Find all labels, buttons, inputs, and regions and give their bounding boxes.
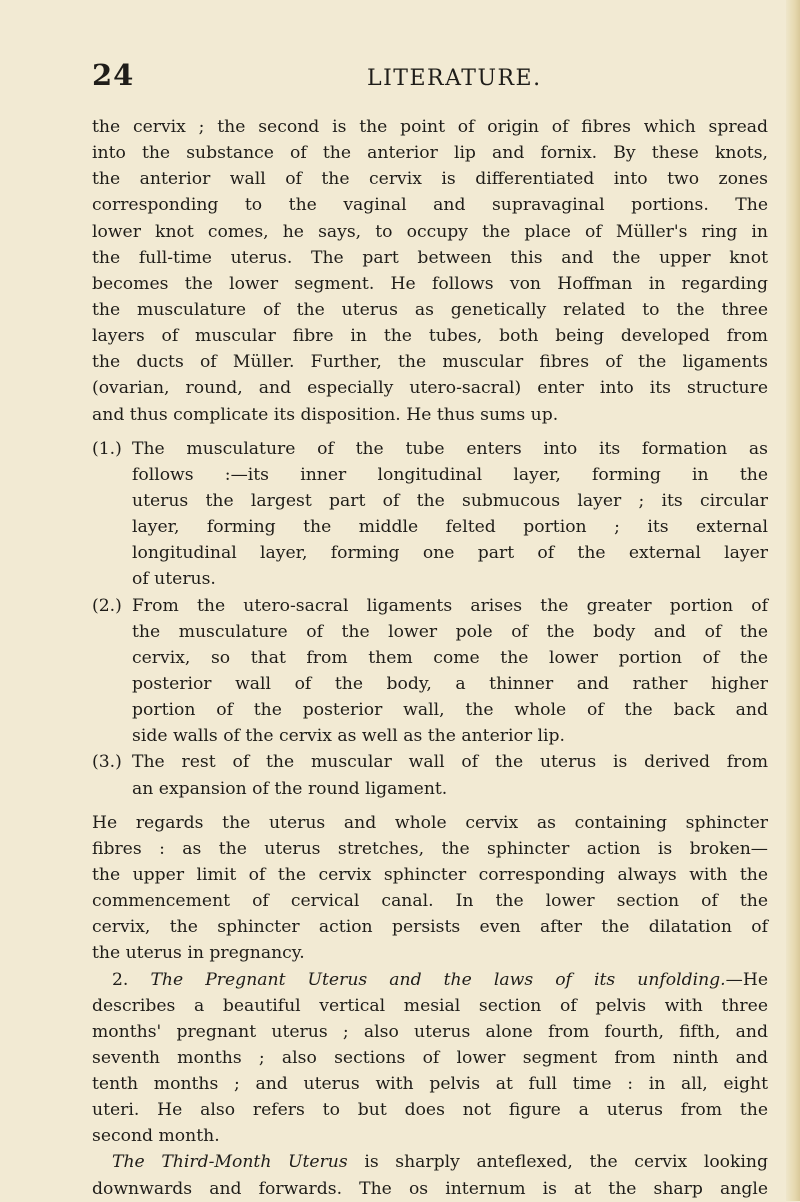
text-line: uterus the largest part of the submucous layer ; its circular (132, 490, 768, 511)
text-line: portion of the posterior wall, the whole of the back and (132, 700, 768, 721)
text-line: downwards and forwards. The os internum is at the sharp angle (92, 1178, 768, 1199)
text-line: tenth months ; and uterus with pelvis at full time : in all, eight (92, 1074, 768, 1095)
text-line: layers of muscular fibre in the tubes, both being developed from (92, 326, 768, 347)
paragraph-3 (92, 967, 768, 1150)
text-line: the full-time uterus. The part between this and the upper knot (92, 247, 768, 268)
page-body (92, 114, 768, 1202)
item-number: (2.) (92, 595, 122, 616)
text-line: the cervix ; the second is the point of origin of fibres which spread (92, 117, 768, 137)
text-line: cervix, the sphincter action persists even after the dilatation of (92, 917, 768, 938)
text-line: the anterior wall of the cervix is differentiated into two zones (92, 169, 768, 190)
item-text: From the utero-sacral ligaments arises the greater portion of (132, 595, 768, 616)
text-line: and thus complicate its disposition. He thus sums up. (92, 404, 559, 425)
running-head: LITERATURE. (367, 66, 542, 91)
text-line: months' pregnant uterus ; also uterus alone from fourth, fifth, and (92, 1021, 768, 1042)
section-number: 2. (112, 969, 129, 990)
text-line: He regards the uterus and whole cervix as containing sphincter (92, 812, 768, 833)
paragraph-2 (92, 810, 768, 967)
text-line: follows :—its inner longitudinal layer, forming in the (132, 464, 768, 485)
page-number: 24 (92, 58, 135, 92)
text-line: fibres : as the uterus stretches, the sphincter action is broken— (92, 838, 768, 859)
text-line: into the substance of the anterior lip and fornix. By these knots, (92, 143, 768, 164)
text-line: (ovarian, round, and especially utero-sacral) enter into its structure (92, 378, 768, 399)
item-number: (3.) (92, 752, 122, 773)
numbered-item-3 (92, 749, 768, 801)
text-line: layer, forming the middle felted portion ; its external (132, 517, 768, 538)
text-line: becomes the lower segment. He follows von Hoffman in regarding (92, 273, 768, 294)
text-line: the musculature of the uterus as genetically related to the three (92, 299, 768, 320)
text-line (92, 1149, 768, 1175)
text-line: the upper limit of the cervix sphincter corresponding always with the (92, 864, 768, 885)
page-edge-shadow (786, 0, 800, 1201)
text-line: commencement of cervical canal. In the lower section of the (92, 891, 768, 912)
text-line: of uterus. (132, 569, 216, 590)
text-line (92, 436, 768, 462)
text-line: seventh months ; also sections of lower segment from ninth and (92, 1047, 768, 1068)
text-line (92, 593, 768, 619)
text-line: the ducts of Müller. Further, the muscular fibres of the ligaments (92, 352, 768, 373)
text-fragment: is sharply anteflexed, the cervix looking (347, 1152, 768, 1173)
item-text: The rest of the muscular wall of the uterus is derived from (132, 752, 768, 773)
paragraph-1 (92, 114, 768, 428)
text-line (92, 967, 768, 993)
section-title: The Third-Month Uterus (112, 1152, 348, 1173)
text-line: lower knot comes, he says, to occupy the place of Müller's ring in (92, 221, 768, 242)
numbered-item-2 (92, 593, 768, 750)
text-line: describes a beautiful vertical mesial section of pelvis with three (92, 995, 768, 1016)
text-line: the musculature of the lower pole of the body and of the (132, 621, 768, 642)
text-line: cervix, so that from them come the lower portion of the (132, 647, 768, 668)
text-line: the uterus in pregnancy. (92, 943, 305, 964)
text-line: corresponding to the vaginal and supravaginal portions. The (92, 195, 768, 216)
text-line: an expansion of the round ligament. (132, 778, 448, 799)
text-line: posterior wall of the body, a thinner and rather higher (132, 673, 768, 694)
section-title: The Pregnant Uterus and the laws of its unfolding. (150, 969, 726, 990)
item-number: (1.) (92, 438, 122, 459)
paragraph-4 (92, 1149, 768, 1201)
item-text: The musculature of the tube enters into its formation as (132, 438, 768, 459)
numbered-item-1 (92, 436, 768, 593)
page-header (0, 58, 800, 98)
text-fragment: —He (725, 969, 768, 990)
text-line (92, 749, 768, 775)
text-line: longitudinal layer, forming one part of the external layer (132, 543, 768, 564)
text-line: side walls of the cervix as well as the anterior lip. (132, 726, 565, 747)
text-line: second month. (92, 1126, 220, 1147)
text-line: uteri. He also refers to but does not figure a uterus from the (92, 1100, 768, 1121)
